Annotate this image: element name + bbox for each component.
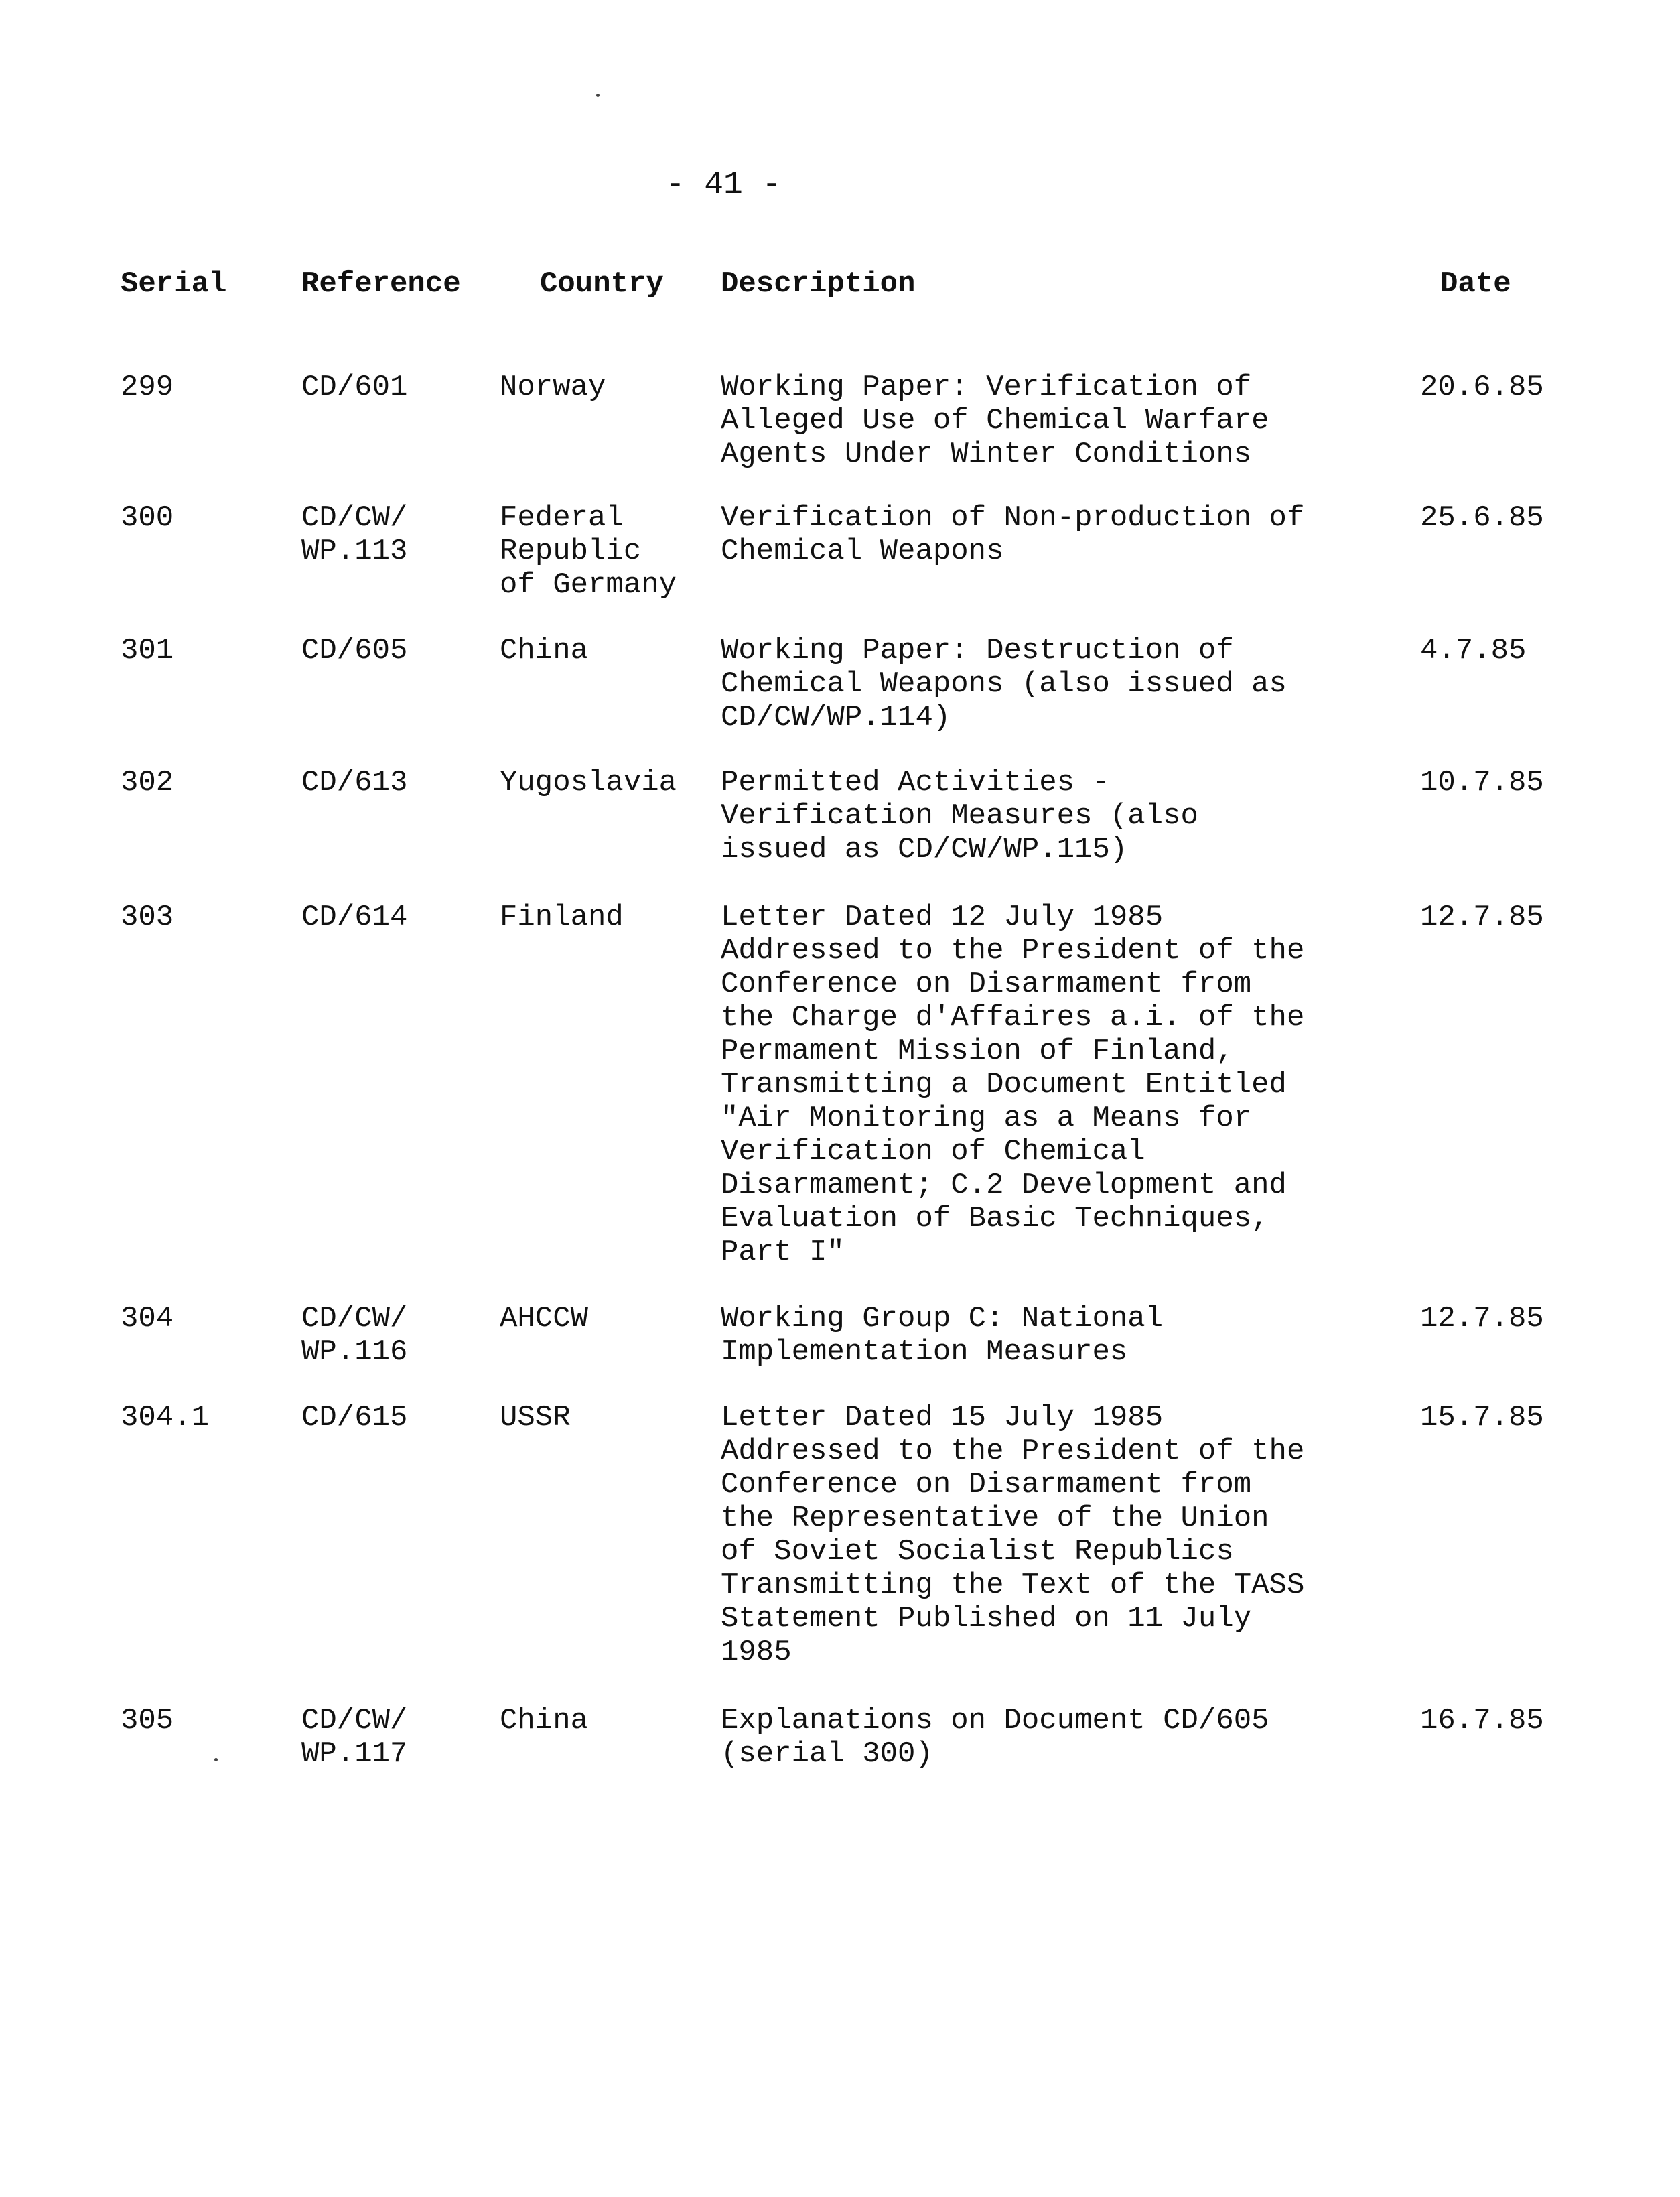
description-cell: Working Paper: Destruction of Chemical Weapons (also issued as CD/CW/WP.114) — [721, 634, 1287, 734]
description-cell: Letter Dated 15 July 1985 Addressed to the President of the Conference on Disarmament from the Representative of the Union of Soviet Socialist Republics Transmitting the Text of the TASS Statement Published on 11 July 1985 — [721, 1401, 1305, 1669]
scan-speck — [214, 1758, 218, 1761]
country-cell: Federal Republic of Germany — [500, 501, 677, 602]
scan-speck — [596, 94, 600, 97]
reference-cell: CD/601 — [301, 371, 408, 404]
header-reference: Reference — [301, 267, 461, 301]
header-serial: Serial — [121, 267, 227, 301]
header-description: Description — [721, 267, 916, 301]
reference-cell: CD/CW/ WP.113 — [301, 501, 408, 568]
country-cell: AHCCW — [500, 1302, 589, 1335]
country-cell: USSR — [500, 1401, 571, 1435]
serial-cell: 304 — [121, 1302, 174, 1335]
serial-cell: 305 — [121, 1704, 174, 1737]
date-cell: 4.7.85 — [1420, 634, 1527, 667]
serial-cell: 300 — [121, 501, 174, 535]
table-header — [0, 265, 1680, 306]
reference-cell: CD/615 — [301, 1401, 408, 1435]
description-cell: Explanations on Document CD/605 (serial 300) — [721, 1704, 1269, 1771]
reference-cell: CD/613 — [301, 766, 408, 799]
date-cell: 20.6.85 — [1420, 371, 1544, 404]
date-cell: 12.7.85 — [1420, 1302, 1544, 1335]
date-cell: 10.7.85 — [1420, 766, 1544, 799]
date-cell: 25.6.85 — [1420, 501, 1544, 535]
country-cell: Finland — [500, 901, 624, 934]
date-cell: 12.7.85 — [1420, 901, 1544, 934]
description-cell: Verification of Non-production of Chemical Weapons — [721, 501, 1305, 568]
country-cell: Yugoslavia — [500, 766, 677, 799]
header-date: Date — [1440, 267, 1511, 301]
reference-cell: CD/CW/ WP.116 — [301, 1302, 408, 1369]
serial-cell: 303 — [121, 901, 174, 934]
serial-cell: 304.1 — [121, 1401, 210, 1435]
reference-cell: CD/CW/ WP.117 — [301, 1704, 408, 1771]
description-cell: Working Group C: National Implementation Measures — [721, 1302, 1164, 1369]
serial-cell: 299 — [121, 371, 174, 404]
reference-cell: CD/605 — [301, 634, 408, 667]
reference-cell: CD/614 — [301, 901, 408, 934]
description-cell: Letter Dated 12 July 1985 Addressed to the President of the Conference on Disarmament from the Charge d'Affaires a.i. of the Permament Mission of Finland, Transmitting a Document Entitled "Air Monitoring as a Means for Verification of Chemical Disarmament; C.2 Development and Evaluation of Basic Techniques, Part I" — [721, 901, 1305, 1269]
country-cell: China — [500, 634, 589, 667]
country-cell: Norway — [500, 371, 606, 404]
date-cell: 16.7.85 — [1420, 1704, 1544, 1737]
serial-cell: 301 — [121, 634, 174, 667]
serial-cell: 302 — [121, 766, 174, 799]
description-cell: Permitted Activities - Verification Measures (also issued as CD/CW/WP.115) — [721, 766, 1198, 866]
page-number: - 41 - — [665, 167, 782, 203]
description-cell: Working Paper: Verification of Alleged Use of Chemical Warfare Agents Under Winter Conditions — [721, 371, 1269, 471]
date-cell: 15.7.85 — [1420, 1401, 1544, 1435]
header-country: Country — [540, 267, 664, 301]
country-cell: China — [500, 1704, 589, 1737]
